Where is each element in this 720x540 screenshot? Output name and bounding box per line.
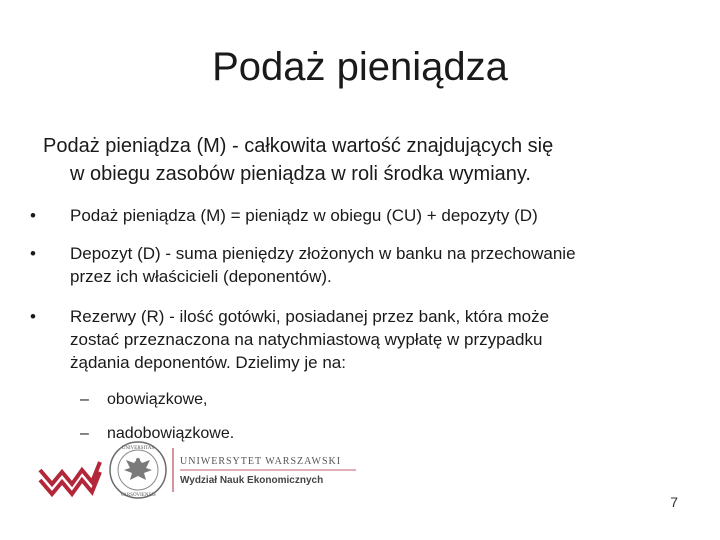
- intro-definition: [43, 132, 683, 188]
- bullet-dot: •: [30, 244, 36, 263]
- svg-text:UNIVERSITAS: UNIVERSITAS: [121, 446, 155, 451]
- university-name: UNIWERSYTET WARSZAWSKI: [180, 456, 342, 467]
- dash-marker: –: [80, 425, 89, 442]
- bullet-line: przez ich właścicieli (deponentów).: [70, 267, 332, 286]
- slide-title: Podaż pieniądza: [212, 45, 508, 89]
- bullet-dot: •: [30, 206, 36, 225]
- bullet-line: żądania deponentów. Dzielimy je na:: [70, 353, 346, 372]
- sub-item-mandatory: [80, 390, 208, 410]
- sub-item-label: nadobowiązkowe.: [107, 425, 235, 442]
- bullet-money-supply: [30, 204, 670, 227]
- svg-text:VARSOVIENSIS: VARSOVIENSIS: [120, 493, 156, 498]
- faculty-name: Wydział Nauk Ekonomicznych: [180, 475, 324, 486]
- bullet-line: zostać przeznaczona na natychmiastową wypłatę w przypadku: [70, 330, 543, 349]
- university-seal-icon: [110, 442, 166, 498]
- page-number: 7: [670, 494, 678, 510]
- bullet-reserves: [30, 305, 670, 374]
- intro-line-2: w obiegu zasobów pieniądza w roli środka wymiany.: [70, 163, 531, 185]
- faculty-logo: [38, 440, 368, 500]
- bullet-line: Depozyt (D) - suma pieniędzy złożonych w banku na przechowanie: [70, 244, 576, 263]
- dash-marker: –: [80, 391, 89, 408]
- sub-item-label: obowiązkowe,: [107, 391, 208, 408]
- intro-line-1: Podaż pieniądza (M) - całkowita wartość znajdujących się: [43, 135, 554, 157]
- bullet-line: Podaż pieniądza (M) = pieniądz w obiegu (CU) + depozyty (D): [70, 206, 538, 225]
- bullet-line: Rezerwy (R) - ilość gotówki, posiadanej przez bank, która może: [70, 307, 550, 326]
- bullet-deposit: [30, 242, 670, 288]
- zigzag-logo-icon: [40, 462, 100, 494]
- bullet-dot: •: [30, 307, 36, 326]
